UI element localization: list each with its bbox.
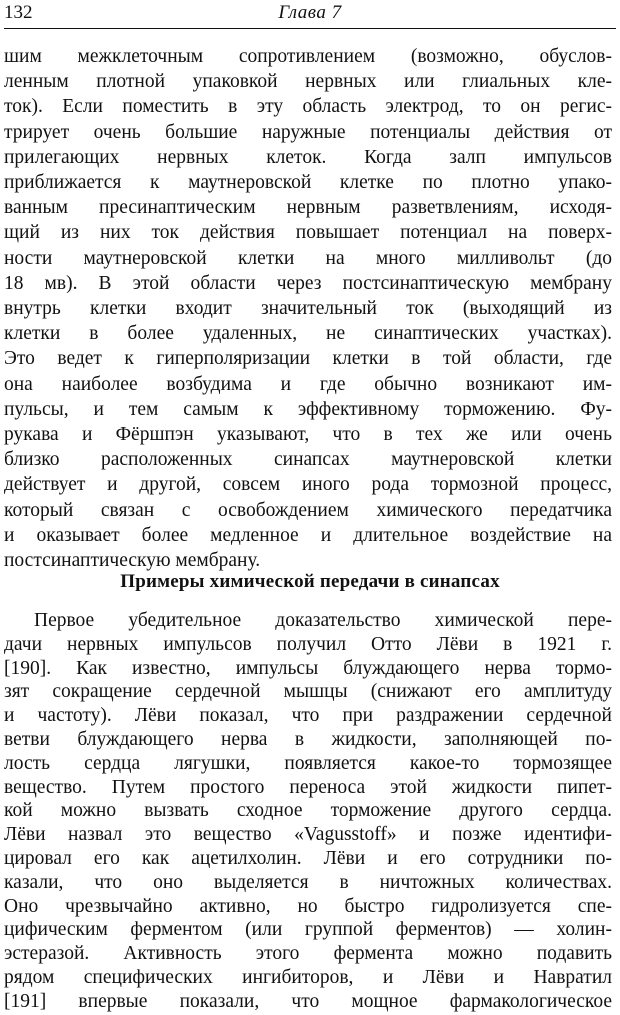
paragraph-1-line: который связан с освобождением химического передатчика: [4, 499, 612, 521]
paragraph-2-line: дачи нервных импульсов получил Отто Лёви в 1921 г.: [4, 633, 612, 655]
paragraph-1-line: и оказывает более медленное и длительное воздействие на: [4, 524, 612, 546]
paragraph-1-line: близко расположенных синапсах маутнеровской клетки: [4, 449, 612, 471]
paragraph-1-line: ности маутнеровской клетки на много милливольт (до: [4, 247, 612, 269]
paragraph-1-line: пульсы, и тем самым к эффективному торможению. Фу-: [4, 398, 612, 420]
paragraph-1-line: Это ведет к гиперполяризации клетки в той области, где: [4, 348, 612, 370]
paragraph-2-line: рядом специфических ингибиторов, и Лёви и Навратил: [4, 967, 612, 988]
page-number: 132: [4, 2, 33, 23]
paragraph-1-line: приближается к маутнеровской клетке по плотно упако-: [4, 172, 612, 193]
paragraph-2-line: кой можно вызвать сходное торможение другого сердца.: [4, 800, 612, 822]
section-heading: Примеры химической передачи в синапсах: [120, 571, 500, 592]
paragraph-1-line: рукава и Фёршпэн указывают, что в тех же или очень: [4, 424, 612, 445]
paragraph-2-line: цировал его как ацетилхолин. Лёви и его сотрудники по-: [4, 848, 612, 869]
paragraph-2-line: казали, что оно выделяется в ничтожных количествах.: [4, 871, 612, 893]
running-head: [4, 2, 616, 28]
paragraph-1-line: 18 мв). В этой области через постсинаптическую мембрану: [4, 272, 612, 294]
paragraph-2-line: цифическим ферментом (или группой ферментов) — холин-: [4, 919, 612, 941]
paragraph-1-line: действует и другой, совсем иного рода тормозной процесс,: [4, 474, 612, 496]
paragraph-1-line: прилегающих нервных клеток. Когда залп импульсов: [4, 146, 612, 168]
paragraph-1-line: ванным пресинаптическим нервным разветвлениям, исходя-: [4, 197, 612, 219]
paragraph-2-line: вещество. Путем простого переноса этой жидкости пипет-: [4, 776, 612, 798]
header-rule: [4, 28, 616, 29]
chapter-title: Глава 7: [278, 2, 342, 23]
paragraph-2-line: эстеразой. Активность этого фермента можно подавить: [4, 943, 612, 965]
paragraph-1-line: щий из них ток действия повышает потенциал на поверх-: [4, 222, 612, 244]
paragraph-2-line: Первое убедительное доказательство химической пере-: [34, 610, 612, 631]
paragraph-1-line: клетки в более удаленных, не синаптических участках).: [4, 323, 612, 345]
paragraph-1-line: она наиболее возбудима и где обычно возникают им-: [4, 373, 612, 395]
paragraph-2-line: Оно чрезвычайно активно, но быстро гидролизуется спе-: [4, 895, 612, 917]
paragraph-2-line: [191] впервые показали, что мощное фармакологическое: [4, 990, 612, 1012]
paragraph-1-line: постсинаптическую мембрану.: [4, 550, 261, 571]
paragraph-2-line: зят сокращение сердечной мышцы (снижают его амплитуду: [4, 681, 612, 703]
paragraph-2-line: Лёви назвал это вещество «Vagusstoff» и позже идентифи-: [4, 824, 612, 846]
paragraph-1-line: ленным плотной упаковкой нервных или глиальных кле-: [4, 71, 612, 93]
paragraph-1-line: шим межклеточным сопротивлением (возможно, обуслов-: [4, 46, 612, 67]
paragraph-2-line: и частоту). Лёви показал, что при раздражении сердечной: [4, 705, 612, 727]
paragraph-1-line: трирует очень большие наружные потенциалы действия от: [4, 121, 612, 143]
paragraph-2-line: ветви блуждающего нерва в жидкости, заполняющей по-: [4, 729, 612, 750]
paragraph-2-line: лость сердца лягушки, появляется какое-то тормозящее: [4, 752, 612, 774]
paragraph-2-line: [190]. Как известно, импульсы блуждающего нерва тормо-: [4, 657, 612, 679]
paragraph-1-line: внутрь клетки входит значительный ток (выходящий из: [4, 298, 612, 319]
paragraph-1-line: ток). Если поместить в эту область электрод, то он регис-: [4, 96, 612, 118]
